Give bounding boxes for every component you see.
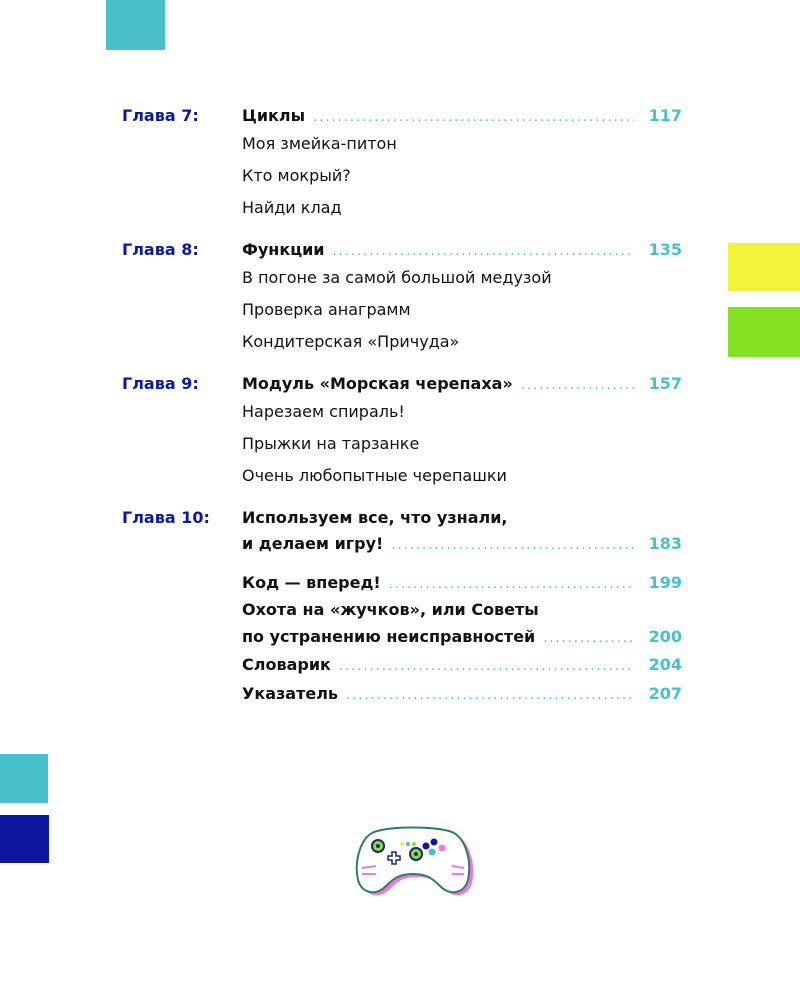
page-number: 200 [648,627,682,646]
toc-entry[interactable] [242,683,682,705]
page-number: 204 [648,655,682,674]
section-item: В погоне за самой большой медузой [242,268,552,287]
page-number: 117 [648,106,682,125]
toc-entry[interactable] [242,373,682,395]
toc-entry[interactable] [242,626,682,648]
dot-leader [391,535,634,557]
page-number: 207 [648,684,682,703]
dot-leader [313,107,634,129]
page-number: 135 [648,240,682,259]
decor-block-teal-left [0,754,48,803]
decor-block-yellow [728,243,800,291]
chapter-title-line2: и делаем игру! [242,534,384,553]
section-item: Очень любопытные черепашки [242,466,507,485]
entry-title: Словарик [242,655,331,674]
section-item: Прыжки на тарзанке [242,434,420,453]
decor-block-navy-left [0,815,49,863]
chapter-label: Глава 10: [122,508,210,527]
page-number: 183 [648,534,682,553]
chapter-label: Глава 7: [122,106,199,125]
decor-block-green [728,307,800,357]
chapter-label: Глава 8: [122,240,199,259]
section-item: Кондитерская «Причуда» [242,332,460,351]
section-item: Моя змейка-питон [242,134,397,153]
page-number: 157 [648,374,682,393]
chapter-title: Функции [242,240,325,259]
dot-leader [339,656,634,678]
dot-leader [333,241,635,263]
entry-title-line2: по устранению неисправностей [242,627,536,646]
dot-leader [346,685,634,707]
section-item: Нарезаем спираль! [242,402,405,421]
section-item: Проверка анаграмм [242,300,411,319]
toc-entry[interactable] [242,572,682,594]
entry-title: Указатель [242,684,339,703]
chapter-label: Глава 9: [122,374,199,393]
toc-entry[interactable] [242,239,682,261]
dot-leader [543,628,634,650]
chapter-title: Модуль «Морская черепаха» [242,374,513,393]
toc-entry[interactable] [242,533,682,555]
gamepad-icon [352,822,474,898]
section-item: Найди клад [242,198,342,217]
toc-entry[interactable] [242,654,682,676]
entry-title: Код — вперед! [242,573,381,592]
section-item: Кто мокрый? [242,166,351,185]
chapter-title: Циклы [242,106,306,125]
dot-leader [521,375,634,397]
dot-leader [389,574,634,596]
decor-block-teal-top [106,0,165,50]
entry-title-line1[interactable]: Охота на «жучков», или Советы [242,600,539,619]
toc-entry[interactable] [242,105,682,127]
page-number: 199 [648,573,682,592]
chapter-title-line1[interactable]: Используем все, что узнали, [242,508,508,527]
